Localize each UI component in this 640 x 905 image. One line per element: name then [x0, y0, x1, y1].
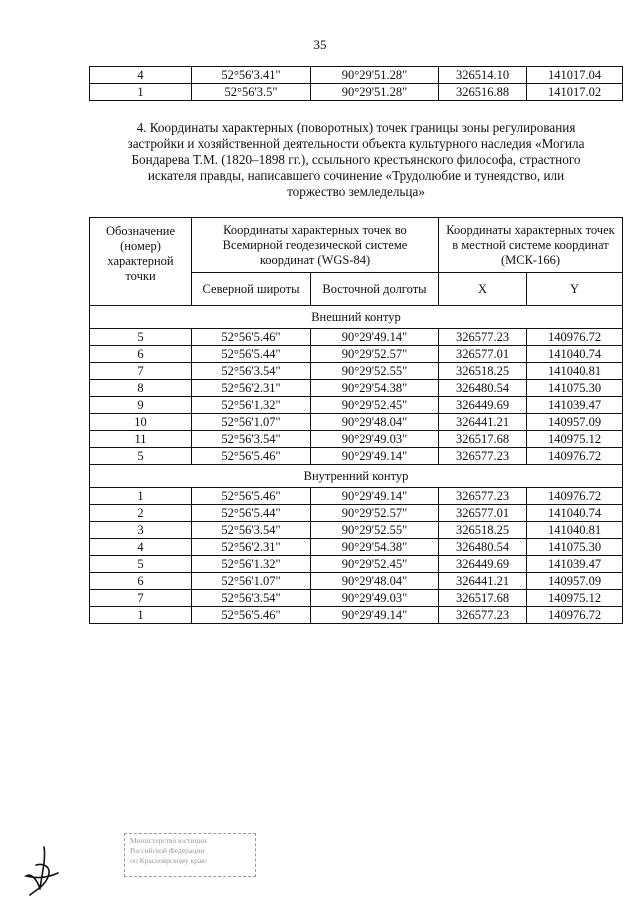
north-latitude-cell: 52°56'3.54" — [192, 431, 311, 448]
coord-x-cell: 326441.21 — [439, 414, 527, 431]
coord-x-cell: 326518.25 — [439, 363, 527, 380]
table-row — [90, 448, 623, 465]
continuation-table — [89, 66, 623, 101]
inner-contour-rows — [90, 488, 623, 624]
point-number-cell: 4 — [90, 539, 192, 556]
east-longitude-cell: 90°29'49.14" — [311, 607, 439, 624]
stamp-line: Российской Федерации — [130, 846, 205, 855]
table-row — [90, 556, 623, 573]
coord-y-cell: 140957.09 — [527, 573, 623, 590]
table-row — [90, 346, 623, 363]
east-longitude-cell: 90°29'54.38" — [311, 539, 439, 556]
east-longitude-cell: 90°29'52.55" — [311, 363, 439, 380]
coord-x-cell: 326480.54 — [439, 380, 527, 397]
header-designation: Обозначение (номер) характерной точки — [90, 218, 192, 306]
table-row — [90, 539, 623, 556]
header-msk: Координаты характерных точек в местной системе координат (МСК-166) — [439, 218, 623, 273]
coord-x-cell: 326577.01 — [439, 346, 527, 363]
coord-x-cell: 326516.88 — [439, 84, 527, 101]
coord-y-cell: 140975.12 — [527, 431, 623, 448]
table-row — [90, 607, 623, 624]
east-longitude-cell: 90°29'51.28" — [311, 84, 439, 101]
north-latitude-cell: 52°56'3.54" — [192, 363, 311, 380]
coord-x-cell: 326577.01 — [439, 505, 527, 522]
east-longitude-cell: 90°29'49.14" — [311, 488, 439, 505]
coord-y-cell: 140976.72 — [527, 488, 623, 505]
point-number-cell: 5 — [90, 329, 192, 346]
coord-y-cell: 140975.12 — [527, 590, 623, 607]
point-number-cell: 2 — [90, 505, 192, 522]
coord-y-cell: 141039.47 — [527, 556, 623, 573]
north-latitude-cell: 52°56'3.54" — [192, 522, 311, 539]
point-number-cell: 11 — [90, 431, 192, 448]
east-longitude-cell: 90°29'52.55" — [311, 522, 439, 539]
coord-y-cell: 140957.09 — [527, 414, 623, 431]
heading-line: Бондарева Т.М. (1820–1898 гг.), ссыльного крестьянского философа, страстного — [131, 152, 581, 167]
north-latitude-cell: 52°56'3.5" — [192, 84, 311, 101]
north-latitude-cell: 52°56'1.07" — [192, 414, 311, 431]
header-east: Восточной долготы — [311, 273, 439, 306]
coord-x-cell: 326441.21 — [439, 573, 527, 590]
outer-contour-rows — [90, 329, 623, 465]
east-longitude-cell: 90°29'49.14" — [311, 448, 439, 465]
east-longitude-cell: 90°29'51.28" — [311, 67, 439, 84]
page-number: 35 — [313, 37, 327, 52]
section-heading — [92, 120, 620, 200]
coord-y-cell: 141075.30 — [527, 380, 623, 397]
stamp-line: Министерство юстиции — [130, 836, 207, 845]
point-number-cell: 1 — [90, 84, 192, 101]
east-longitude-cell: 90°29'48.04" — [311, 573, 439, 590]
point-number-cell: 7 — [90, 363, 192, 380]
heading-line: застройки и хозяйственной деятельности объекта культурного наследия «Могила — [127, 136, 585, 151]
coord-y-cell: 141017.02 — [527, 84, 623, 101]
heading-line: 4. Координаты характерных (поворотных) точек границы зоны регулирования — [136, 120, 576, 135]
table-row — [90, 363, 623, 380]
coord-y-cell: 141017.04 — [527, 67, 623, 84]
stamp-line: по Красноярскому краю — [130, 856, 207, 865]
north-latitude-cell: 52°56'3.41" — [192, 67, 311, 84]
table-row — [90, 84, 623, 101]
north-latitude-cell: 52°56'1.32" — [192, 556, 311, 573]
point-number-cell: 4 — [90, 67, 192, 84]
coord-x-cell: 326480.54 — [439, 539, 527, 556]
east-longitude-cell: 90°29'48.04" — [311, 414, 439, 431]
heading-line: искателя правды, написавшего сочинение «Трудолюбие и тунеядство, или — [147, 168, 565, 183]
coord-y-cell: 140976.72 — [527, 607, 623, 624]
east-longitude-cell: 90°29'52.57" — [311, 505, 439, 522]
table-row — [90, 431, 623, 448]
east-longitude-cell: 90°29'49.14" — [311, 329, 439, 346]
point-number-cell: 6 — [90, 573, 192, 590]
coord-x-cell: 326577.23 — [439, 329, 527, 346]
east-longitude-cell: 90°29'52.57" — [311, 346, 439, 363]
header-x: X — [439, 273, 527, 306]
point-number-cell: 3 — [90, 522, 192, 539]
coord-x-cell: 326449.69 — [439, 397, 527, 414]
table-row — [90, 573, 623, 590]
table-row — [90, 590, 623, 607]
coord-x-cell: 326517.68 — [439, 431, 527, 448]
signature-mark — [22, 843, 82, 899]
north-latitude-cell: 52°56'2.31" — [192, 539, 311, 556]
header-y: Y — [527, 273, 623, 306]
north-latitude-cell: 52°56'5.46" — [192, 448, 311, 465]
point-number-cell: 5 — [90, 556, 192, 573]
coord-x-cell: 326449.69 — [439, 556, 527, 573]
table-row — [90, 488, 623, 505]
east-longitude-cell: 90°29'49.03" — [311, 431, 439, 448]
north-latitude-cell: 52°56'2.31" — [192, 380, 311, 397]
coord-y-cell: 140976.72 — [527, 329, 623, 346]
inner-contour-section — [90, 465, 623, 488]
coord-y-cell: 141040.74 — [527, 505, 623, 522]
point-number-cell: 1 — [90, 488, 192, 505]
coord-x-cell: 326577.23 — [439, 607, 527, 624]
coord-y-cell: 141040.74 — [527, 346, 623, 363]
table-row — [90, 522, 623, 539]
point-number-cell: 9 — [90, 397, 192, 414]
inner-contour-title: Внутренний контур — [90, 465, 623, 488]
coord-x-cell: 326517.68 — [439, 590, 527, 607]
north-latitude-cell: 52°56'5.44" — [192, 505, 311, 522]
table-row — [90, 329, 623, 346]
point-number-cell: 8 — [90, 380, 192, 397]
north-latitude-cell: 52°56'5.46" — [192, 607, 311, 624]
north-latitude-cell: 52°56'5.46" — [192, 488, 311, 505]
coord-y-cell: 140976.72 — [527, 448, 623, 465]
registration-stamp — [124, 833, 256, 877]
header-north: Северной широты — [192, 273, 311, 306]
north-latitude-cell: 52°56'3.54" — [192, 590, 311, 607]
point-number-cell: 7 — [90, 590, 192, 607]
table-row — [90, 380, 623, 397]
north-latitude-cell: 52°56'1.32" — [192, 397, 311, 414]
east-longitude-cell: 90°29'52.45" — [311, 397, 439, 414]
point-number-cell: 5 — [90, 448, 192, 465]
coordinates-table — [89, 217, 623, 624]
coord-y-cell: 141039.47 — [527, 397, 623, 414]
north-latitude-cell: 52°56'1.07" — [192, 573, 311, 590]
point-number-cell: 6 — [90, 346, 192, 363]
east-longitude-cell: 90°29'54.38" — [311, 380, 439, 397]
north-latitude-cell: 52°56'5.44" — [192, 346, 311, 363]
north-latitude-cell: 52°56'5.46" — [192, 329, 311, 346]
continuation-table-body — [90, 67, 623, 101]
outer-contour-title: Внешний контур — [90, 306, 623, 329]
coord-x-cell: 326577.23 — [439, 448, 527, 465]
east-longitude-cell: 90°29'49.03" — [311, 590, 439, 607]
table-row — [90, 67, 623, 84]
coord-x-cell: 326577.23 — [439, 488, 527, 505]
coord-y-cell: 141075.30 — [527, 539, 623, 556]
coord-y-cell: 141040.81 — [527, 522, 623, 539]
coord-x-cell: 326518.25 — [439, 522, 527, 539]
outer-contour-section — [90, 306, 623, 329]
point-number-cell: 1 — [90, 607, 192, 624]
east-longitude-cell: 90°29'52.45" — [311, 556, 439, 573]
coord-x-cell: 326514.10 — [439, 67, 527, 84]
point-number-cell: 10 — [90, 414, 192, 431]
coord-y-cell: 141040.81 — [527, 363, 623, 380]
coordinates-table-header — [90, 218, 623, 306]
table-row — [90, 397, 623, 414]
header-wgs: Координаты характерных точек во Всемирной геодезической системе координат (WGS-84) — [192, 218, 439, 273]
table-row — [90, 414, 623, 431]
heading-line: торжество земледельца» — [287, 184, 425, 199]
table-row — [90, 505, 623, 522]
